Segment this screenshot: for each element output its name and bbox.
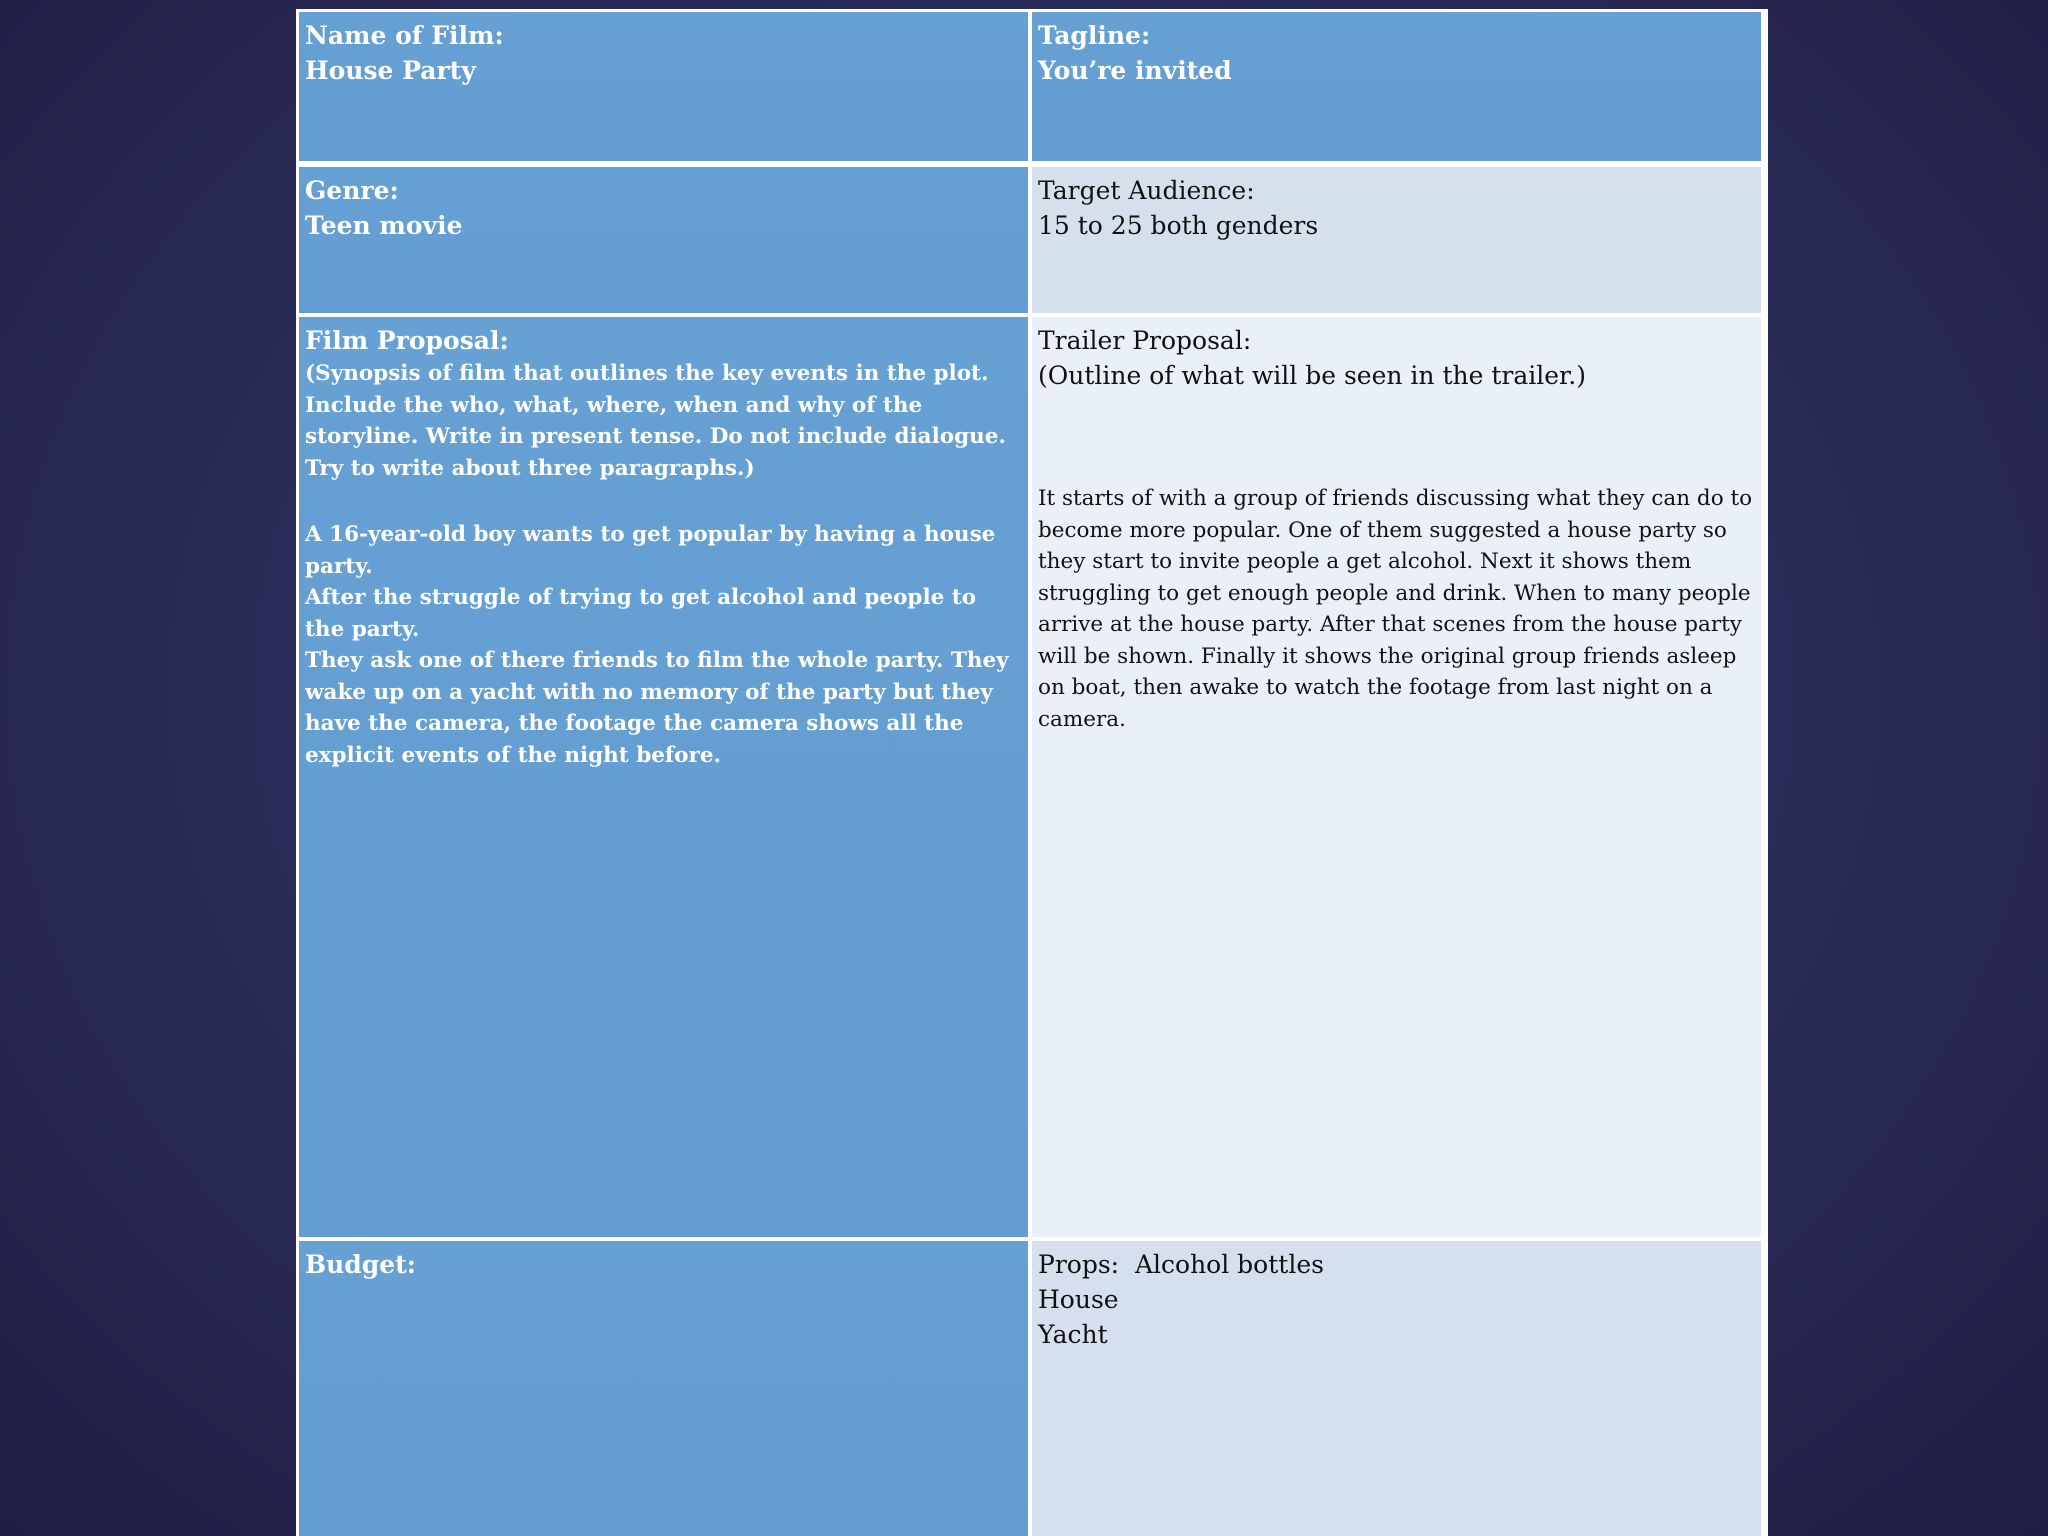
tagline-cell [1032,12,1761,161]
props-item: House [1038,1285,1119,1314]
trailer-proposal-body: It starts of with a group of friends discussing what they can do to become more popular. One of them suggested a house party so they start to invite people a get alcohol. Next it shows them struggling to get enough people and drink. When to many people arrive at the house party. After that scenes from the house party will be shown. Finally it shows the original group friends asleep on boat, then awake to watch the footage from last night on a camera. [1038,486,1753,732]
budget-label: Budget: [305,1250,416,1279]
tagline-value: You’re invited [1038,56,1232,85]
target-audience-label: Target Audience: [1038,176,1255,205]
film-proposal-label: Film Proposal: [305,326,509,355]
target-audience-cell [1032,167,1761,313]
props-item: Yacht [1038,1320,1108,1349]
budget-cell [299,1241,1028,1536]
name-of-film-label: Name of Film: [305,21,504,50]
genre-value: Teen movie [305,211,463,240]
name-of-film-cell [299,12,1028,161]
trailer-proposal-subtitle: (Outline of what will be seen in the trailer.) [1038,361,1586,390]
props-label: Props: Alcohol bottles [1038,1250,1324,1279]
film-proposal-instruction: Try to write about three paragraphs.) [305,455,755,481]
target-audience-value: 15 to 25 both genders [1038,211,1319,240]
film-proposal-cell [299,317,1028,1237]
spacer [305,484,1022,519]
trailer-proposal-label: Trailer Proposal: [1038,326,1252,355]
name-of-film-value: House Party [305,56,476,85]
genre-label: Genre: [305,176,399,205]
film-synopsis-line: They ask one of there friends to film the whole party. They wake up on a yacht with no memory of the party but they have the camera, the footage the camera shows all the explicit events of the night before. [305,648,1009,768]
trailer-proposal-cell [1032,317,1761,1237]
spacer [1038,393,1755,483]
film-proposal-instruction: Include the who, what, where, when and why of the storyline. Write in present tense. Do not include dialogue. [305,392,1006,449]
tagline-label: Tagline: [1038,21,1151,50]
film-synopsis-line: After the struggle of trying to get alcohol and people to the party. [305,585,977,642]
film-synopsis-line: A 16-year-old boy wants to get popular by having a house party. [305,522,996,579]
genre-cell [299,167,1028,313]
props-cell [1032,1241,1761,1536]
film-proposal-table [296,9,1768,1536]
film-proposal-instruction: (Synopsis of film that outlines the key events in the plot. [305,361,989,386]
